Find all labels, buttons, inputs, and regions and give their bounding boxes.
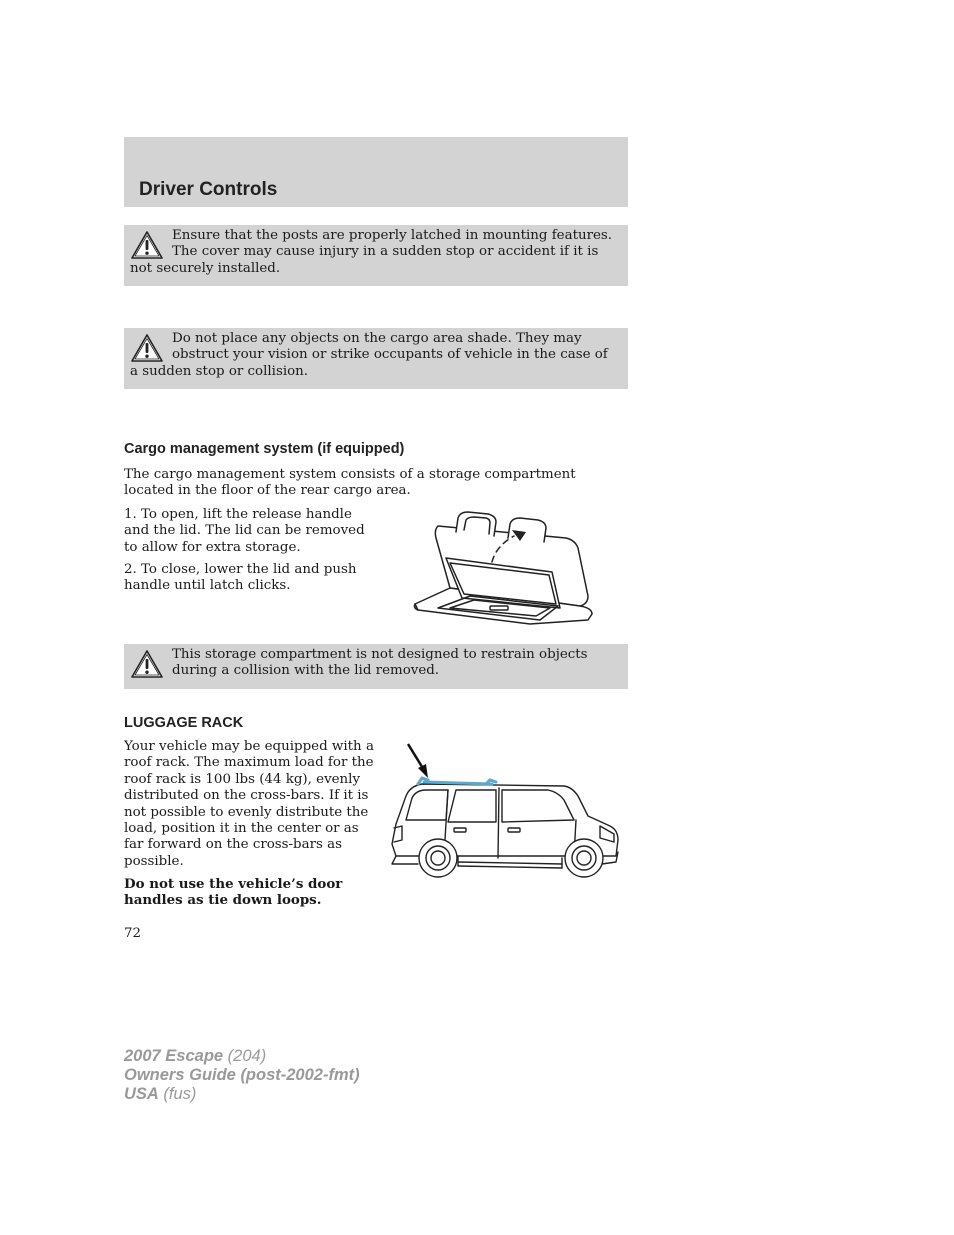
cargo-compartment-illustration <box>410 508 596 630</box>
warning-icon <box>130 649 164 679</box>
warning-text: This storage compartment is not designed to restrain objects during a collision with the lid removed. <box>172 647 588 679</box>
cargo-step-1: 1. To open, lift the release handle and the lid. The lid can be removed to allow for extra storage. <box>124 507 365 555</box>
footer-line-2: Owners Guide (post-2002-fmt) <box>124 1066 360 1084</box>
cargo-heading: Cargo management system (if equipped) <box>124 441 405 457</box>
luggage-warning-note: Do not use the vehicle’s door handles as tie down loops. <box>124 876 343 909</box>
warning-box <box>124 644 628 689</box>
footer-line-1: 2007 Escape (204) <box>124 1047 267 1065</box>
cargo-step-2: 2. To close, lower the lid and push handle until latch clicks. <box>124 562 357 594</box>
vehicle-roof-rack-illustration <box>388 740 624 884</box>
warning-text: Ensure that the posts are properly latched in mounting features. The cover may cause injury in a sudden stop or accident if it is not securely installed. <box>130 228 613 276</box>
warning-box <box>124 328 628 389</box>
document-footer <box>124 1047 360 1104</box>
warning-box <box>124 225 628 286</box>
warning-icon <box>130 333 164 363</box>
luggage-heading: LUGGAGE RACK <box>124 715 244 731</box>
warning-text: Do not place any objects on the cargo area shade. They may obstruct your vision or strike occupants of vehicle in the case of a sudden stop or collision. <box>130 331 608 379</box>
page-number: 72 <box>124 926 142 941</box>
warning-icon <box>130 230 164 260</box>
section-title: Driver Controls <box>139 179 278 200</box>
section-header <box>124 137 628 207</box>
cargo-intro: The cargo management system consists of a storage compartment located in the floor of the rear cargo area. <box>124 467 576 499</box>
luggage-body: Your vehicle may be equipped with a roof rack. The maximum load for the roof rack is 100 lbs (44 kg), evenly distributed on the cross-bars. If it is not possible to evenly distribute the load, position it in the center or as far forward on the cross-bars as possible. <box>124 739 374 869</box>
footer-line-3: USA (fus) <box>124 1085 197 1103</box>
